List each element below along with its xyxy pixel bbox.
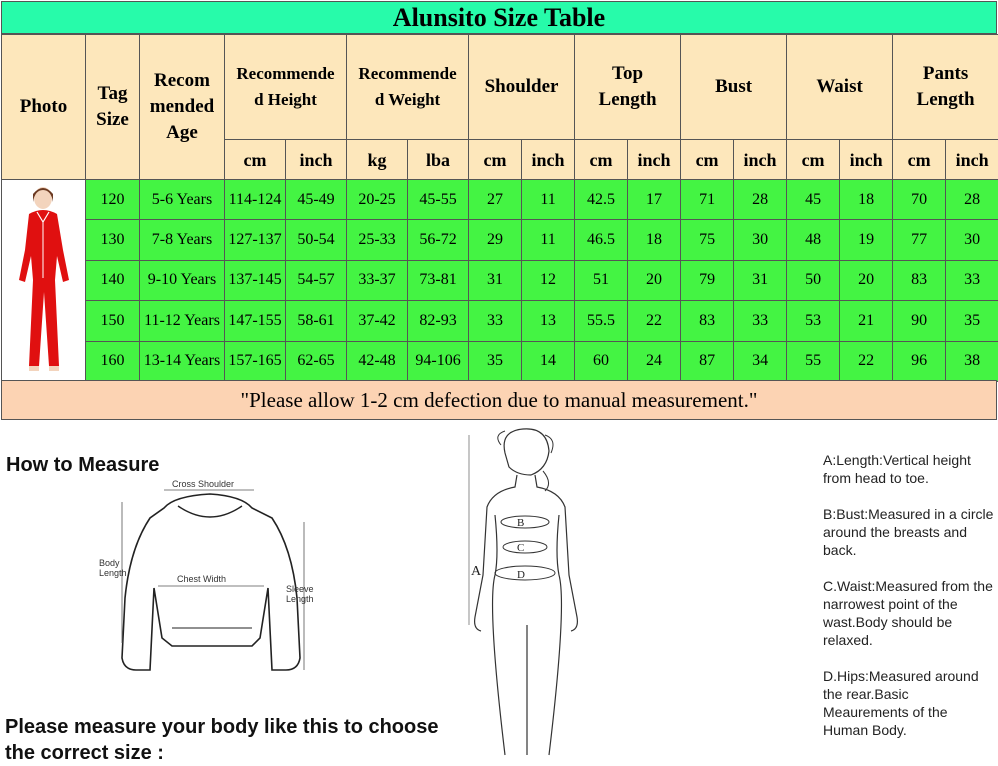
table-cell: 42.5 xyxy=(575,180,628,220)
measurement-note: "Please allow 1-2 cm defection due to manual measurement." xyxy=(1,380,997,420)
table-cell: 12 xyxy=(522,260,575,300)
table-cell: 160 xyxy=(86,341,140,381)
table-row xyxy=(2,301,998,341)
header-weight: Recommende d Weight xyxy=(347,35,469,140)
explain-waist: C.Waist:Measured from the narrowest point of the wast.Body should be relaxed. xyxy=(823,577,995,649)
table-cell: 83 xyxy=(681,301,734,341)
table-cell: 14 xyxy=(522,341,575,381)
measure-instruction: Please measure your body like this to choose the correct size : xyxy=(5,714,465,766)
label-body-length-2: Length xyxy=(99,568,127,578)
label-c: C xyxy=(517,542,524,554)
header-shoulder: Shoulder xyxy=(469,35,575,140)
table-cell: 30 xyxy=(734,220,787,260)
unit-header: inch xyxy=(286,140,347,180)
table-cell: 60 xyxy=(575,341,628,381)
unit-header: kg xyxy=(347,140,408,180)
table-cell: 77 xyxy=(893,220,946,260)
table-cell: 18 xyxy=(628,220,681,260)
unit-header: cm xyxy=(681,140,734,180)
table-cell: 27 xyxy=(469,180,522,220)
product-photo xyxy=(2,180,86,382)
table-cell: 79 xyxy=(681,260,734,300)
header-waist: Waist xyxy=(787,35,893,140)
table-cell: 31 xyxy=(469,260,522,300)
table-title: Alunsito Size Table xyxy=(1,1,997,34)
table-cell: 20-25 xyxy=(347,180,408,220)
table-cell: 33 xyxy=(946,260,998,300)
table-cell: 157-165 xyxy=(225,341,286,381)
explain-bust: B:Bust:Measured in a circle around the breasts and back. xyxy=(823,505,995,559)
table-cell: 11-12 Years xyxy=(140,301,225,341)
table-cell: 45-49 xyxy=(286,180,347,220)
label-a: A xyxy=(471,564,482,579)
table-cell: 28 xyxy=(734,180,787,220)
table-cell: 54-57 xyxy=(286,260,347,300)
table-cell: 46.5 xyxy=(575,220,628,260)
table-cell: 130 xyxy=(86,220,140,260)
table-cell: 83 xyxy=(893,260,946,300)
table-cell: 120 xyxy=(86,180,140,220)
header-top-length: Top Length xyxy=(575,35,681,140)
table-cell: 13 xyxy=(522,301,575,341)
table-cell: 71 xyxy=(681,180,734,220)
how-to-measure-title: How to Measure xyxy=(6,454,159,477)
table-cell: 56-72 xyxy=(408,220,469,260)
unit-header: inch xyxy=(946,140,998,180)
label-sleeve-length-2: Length xyxy=(286,594,314,604)
header-pants-length: Pants Length xyxy=(893,35,998,140)
size-table xyxy=(1,34,998,382)
label-cross-shoulder: Cross Shoulder xyxy=(172,479,234,489)
table-cell: 7-8 Years xyxy=(140,220,225,260)
sweater-diagram xyxy=(92,478,332,678)
table-cell: 147-155 xyxy=(225,301,286,341)
table-cell: 96 xyxy=(893,341,946,381)
unit-header: cm xyxy=(893,140,946,180)
unit-header: inch xyxy=(628,140,681,180)
table-cell: 127-137 xyxy=(225,220,286,260)
table-cell: 19 xyxy=(840,220,893,260)
label-chest-width: Chest Width xyxy=(177,574,226,584)
table-cell: 30 xyxy=(946,220,998,260)
table-cell: 45 xyxy=(787,180,840,220)
label-body-length-1: Body xyxy=(99,558,120,568)
table-cell: 13-14 Years xyxy=(140,341,225,381)
table-cell: 51 xyxy=(575,260,628,300)
label-sleeve-length-1: Sleeve xyxy=(286,584,314,594)
table-cell: 29 xyxy=(469,220,522,260)
table-cell: 35 xyxy=(946,301,998,341)
unit-header: inch xyxy=(522,140,575,180)
table-cell: 42-48 xyxy=(347,341,408,381)
body-measurement-figure xyxy=(465,425,590,762)
table-cell: 38 xyxy=(946,341,998,381)
table-cell: 22 xyxy=(840,341,893,381)
table-cell: 62-65 xyxy=(286,341,347,381)
table-row xyxy=(2,220,998,260)
table-cell: 9-10 Years xyxy=(140,260,225,300)
unit-header: cm xyxy=(469,140,522,180)
table-cell: 33-37 xyxy=(347,260,408,300)
table-row xyxy=(2,341,998,381)
table-cell: 11 xyxy=(522,180,575,220)
label-b: B xyxy=(517,517,524,529)
table-cell: 58-61 xyxy=(286,301,347,341)
measurement-explanations xyxy=(823,451,995,757)
header-bust: Bust xyxy=(681,35,787,140)
unit-header: cm xyxy=(225,140,286,180)
table-cell: 45-55 xyxy=(408,180,469,220)
table-cell: 33 xyxy=(469,301,522,341)
header-height: Recommende d Height xyxy=(225,35,347,140)
table-cell: 20 xyxy=(840,260,893,300)
table-cell: 25-33 xyxy=(347,220,408,260)
unit-header: cm xyxy=(787,140,840,180)
table-cell: 21 xyxy=(840,301,893,341)
header-photo: Photo xyxy=(2,35,86,180)
table-cell: 22 xyxy=(628,301,681,341)
unit-header: inch xyxy=(840,140,893,180)
header-age: Recom mended Age xyxy=(140,35,225,180)
table-cell: 50 xyxy=(787,260,840,300)
table-cell: 73-81 xyxy=(408,260,469,300)
label-d: D xyxy=(517,569,525,581)
table-cell: 5-6 Years xyxy=(140,180,225,220)
table-cell: 50-54 xyxy=(286,220,347,260)
table-cell: 31 xyxy=(734,260,787,300)
explain-hips: D.Hips:Measured around the rear.Basic Meaurements of the Human Body. xyxy=(823,667,995,739)
table-cell: 20 xyxy=(628,260,681,300)
table-row xyxy=(2,180,998,220)
table-cell: 18 xyxy=(840,180,893,220)
table-cell: 55 xyxy=(787,341,840,381)
explain-length: A:Length:Vertical height from head to toe. xyxy=(823,451,995,487)
table-cell: 24 xyxy=(628,341,681,381)
table-cell: 34 xyxy=(734,341,787,381)
table-cell: 70 xyxy=(893,180,946,220)
table-cell: 11 xyxy=(522,220,575,260)
table-cell: 137-145 xyxy=(225,260,286,300)
table-cell: 90 xyxy=(893,301,946,341)
header-tag-size: Tag Size xyxy=(86,35,140,180)
table-cell: 55.5 xyxy=(575,301,628,341)
table-cell: 75 xyxy=(681,220,734,260)
table-cell: 37-42 xyxy=(347,301,408,341)
table-cell: 48 xyxy=(787,220,840,260)
table-cell: 53 xyxy=(787,301,840,341)
table-cell: 35 xyxy=(469,341,522,381)
table-cell: 140 xyxy=(86,260,140,300)
table-cell: 17 xyxy=(628,180,681,220)
table-cell: 33 xyxy=(734,301,787,341)
table-cell: 87 xyxy=(681,341,734,381)
table-cell: 150 xyxy=(86,301,140,341)
table-cell: 114-124 xyxy=(225,180,286,220)
unit-header: cm xyxy=(575,140,628,180)
unit-header: lba xyxy=(408,140,469,180)
table-row xyxy=(2,260,998,300)
unit-header: inch xyxy=(734,140,787,180)
table-cell: 94-106 xyxy=(408,341,469,381)
table-cell: 82-93 xyxy=(408,301,469,341)
table-cell: 28 xyxy=(946,180,998,220)
